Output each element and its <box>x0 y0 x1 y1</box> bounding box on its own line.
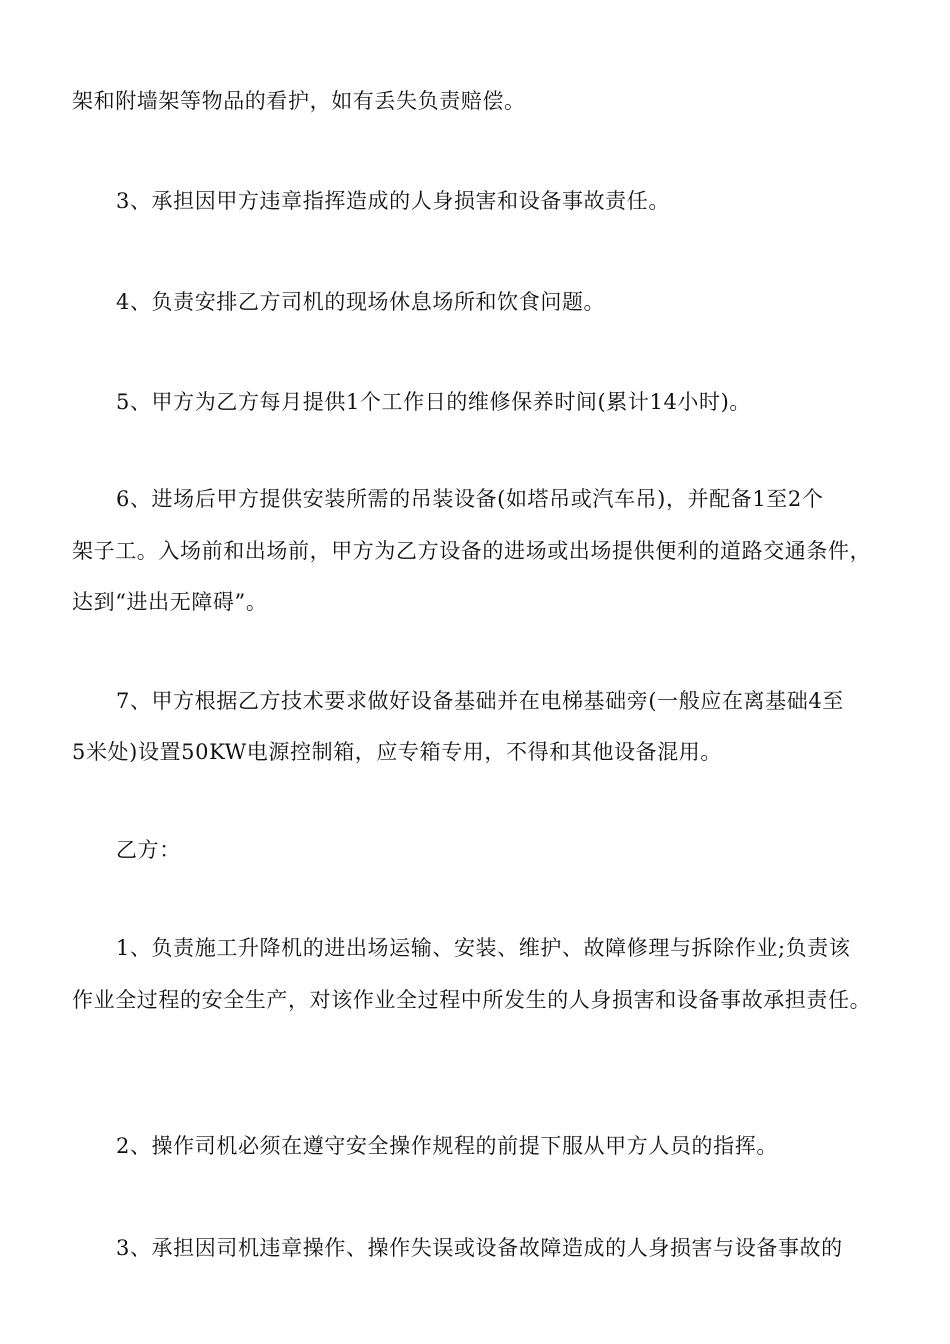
text-line-party-a-item-6: 6、进场后甲方提供安装所需的吊装设备(如塔吊或汽车吊)，并配备1至2个 <box>116 487 824 511</box>
text-line-continuation: 架和附墙架等物品的看护，如有丢失负责赔偿。 <box>72 89 526 113</box>
text-line-party-a-item-3: 3、承担因甲方违章指挥造成的人身损害和设备事故责任。 <box>116 189 670 213</box>
text-line-party-b-item-1-cont: 作业全过程的安全生产，对该作业全过程中所发生的人身损害和设备事故承担责任。 <box>72 988 872 1012</box>
text-line-party-b-item-1: 1、负责施工升降机的进出场运输、安装、维护、故障修理与拆除作业;负责该 <box>116 936 851 960</box>
text-line-party-b-item-2: 2、操作司机必须在遵守安全操作规程的前提下服从甲方人员的指挥。 <box>116 1134 778 1158</box>
text-line-party-a-item-6-cont-1: 架子工。入场前和出场前，甲方为乙方设备的进场或出场提供便利的道路交通条件， <box>72 539 872 563</box>
text-line-party-a-item-4: 4、负责安排乙方司机的现场休息场所和饮食问题。 <box>116 290 606 314</box>
text-line-party-a-item-7: 7、甲方根据乙方技术要求做好设备基础并在电梯基础旁(一般应在离基础4至 <box>116 689 844 713</box>
text-line-party-a-item-6-cont-2: 达到“进出无障碍”。 <box>72 590 268 614</box>
text-line-party-a-item-7-cont: 5米处)设置50KW电源控制箱，应专箱专用，不得和其他设备混用。 <box>72 740 722 764</box>
text-line-party-b-item-3: 3、承担因司机违章操作、操作失误或设备故障造成的人身损害与设备事故的 <box>116 1236 843 1260</box>
section-heading-party-b: 乙方： <box>116 838 181 862</box>
text-line-party-a-item-5: 5、甲方为乙方每月提供1个工作日的维修保养时间(累计14小时)。 <box>116 390 752 414</box>
